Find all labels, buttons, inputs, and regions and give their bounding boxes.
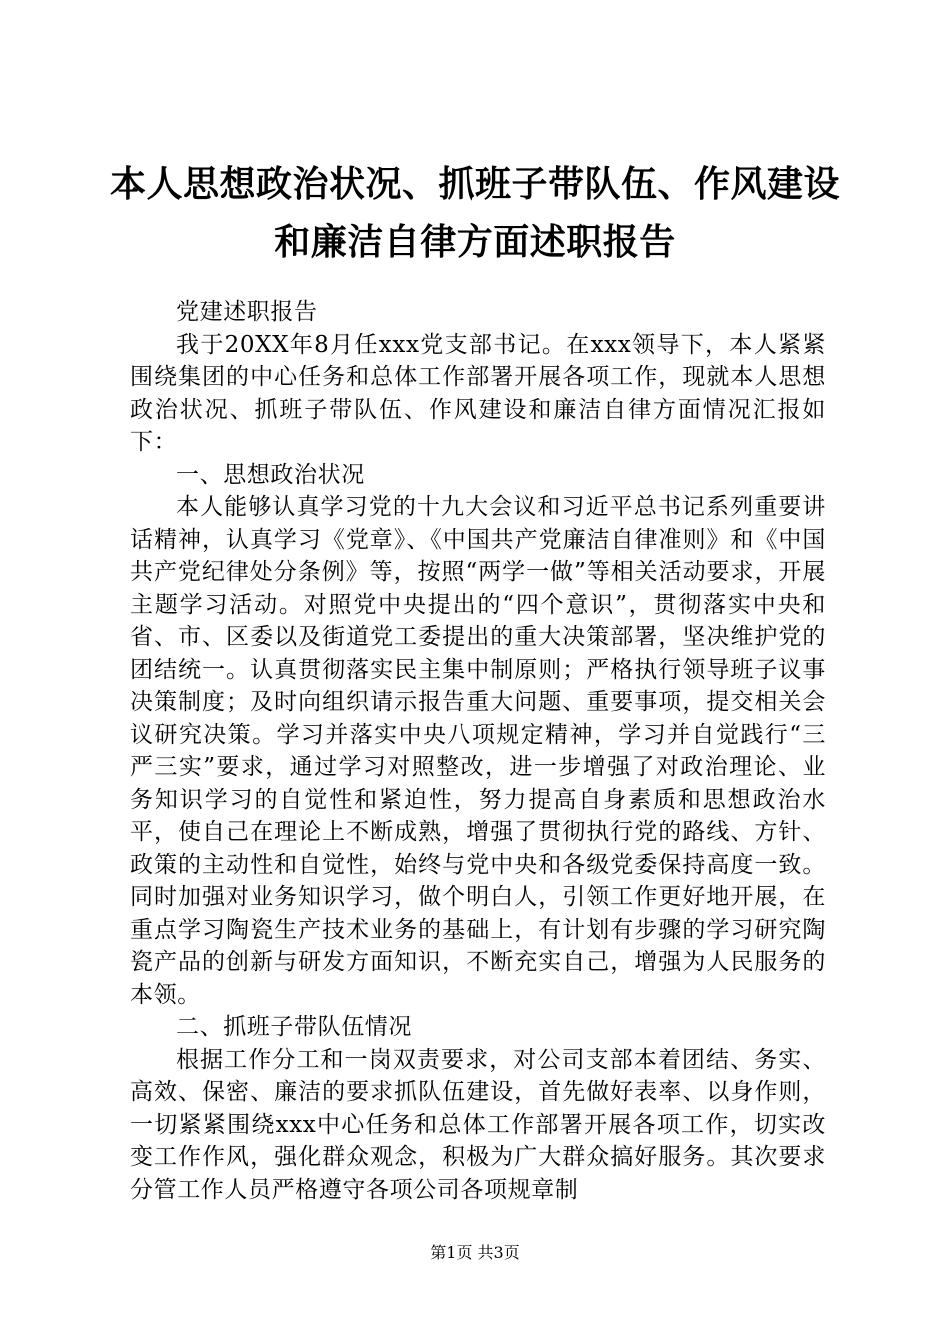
document-title-line-2: 和廉洁自律方面述职报告 — [274, 221, 676, 263]
document-body — [130, 296, 826, 1206]
paragraph-section-1: 本人能够认真学习党的十九大会议和习近平总书记系列重要讲话精神，认真学习《党章》、《中国共产党廉洁自律准则》和《中国共产党纪律处分条例》等，按照“两学一做”等相关活动要求，开展主题学习活动。对照党中央提出的“四个意识”，贯彻落实中央和省、市、区委以及街道党工委提出的重大决策部署，坚决维护党的团结统一。认真贯彻落实民主集中制原则；严格执行领导班子议事决策制度；及时向组织请示报告重大问题、重要事项，提交相关会议研究决策。学习并落实中央八项规定精神，学习并自觉践行“三严三实”要求，通过学习对照整改，进一步增强了对政治理论、业务知识学习的自觉性和紧迫性，努力提高自身素质和思想政治水平，使自己在理论上不断成熟，增强了贯彻执行党的路线、方针、政策的主动性和自觉性，始终与党中央和各级党委保持高度一致。同时加强对业务知识学习，做个明白人，引领工作更好地开展，在重点学习陶瓷生产技术业务的基础上，有计划有步骤的学习研究陶瓷产品的创新与研发方面知识，不断充实自己，增强为人民服务的本领。 — [130, 494, 826, 1008]
section-heading-2: 二、抓班子带队伍情况 — [176, 1014, 412, 1040]
paragraph-intro: 我于20XX年8月任xxx党支部书记。在xxx领导下，本人紧紧围绕集团的中心任务和总体工作部署开展各项工作，现就本人思想政治状况、抓班子带队伍、作风建设和廉洁自律方面情况汇报如下： — [130, 331, 826, 455]
paragraph-subtitle: 党建述职报告 — [176, 299, 318, 325]
paragraph-section-2: 根据工作分工和一岗双责要求，对公司支部本着团结、务实、高效、保密、廉洁的要求抓队伍建设，首先做好表率、以身作则，一切紧紧围绕xxx中心任务和总体工作部署开展各项工作，切实改变工作作风，强化群众观念，积极为广大群众搞好服务。其次要求分管工作人员严格遵守各项公司各项规章制 — [130, 1046, 826, 1203]
page-footer: 第1页 共3页 — [430, 1243, 520, 1262]
document-title-line-1: 本人思想政治状况、抓班子带队伍、作风建设 — [109, 163, 840, 205]
section-heading-1: 一、思想政治状况 — [176, 461, 365, 488]
